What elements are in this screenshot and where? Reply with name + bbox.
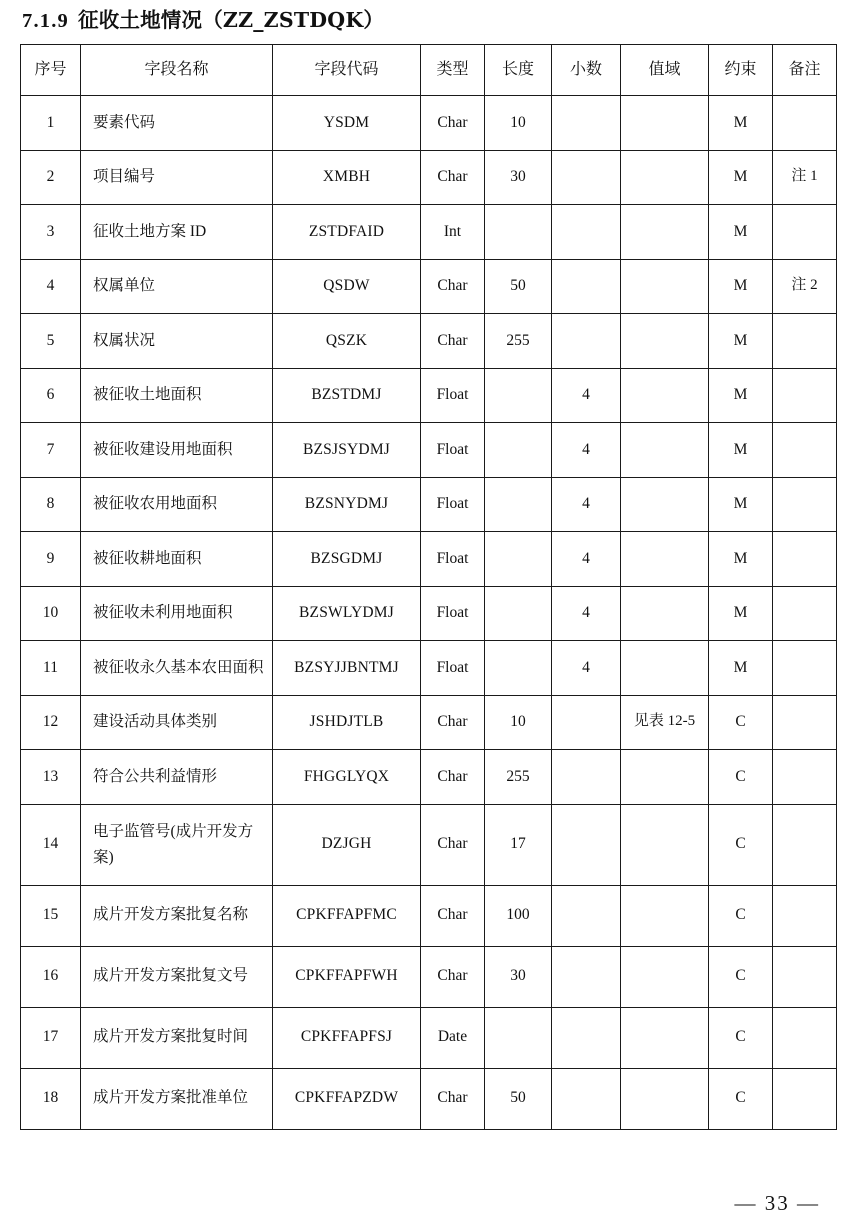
cell-code: BZSJSYDMJ bbox=[273, 423, 421, 478]
column-header-code: 字段代码 bbox=[273, 45, 421, 96]
cell-remark bbox=[773, 946, 837, 1007]
cell-domain bbox=[621, 750, 709, 805]
cell-seq: 3 bbox=[21, 205, 81, 260]
cell-remark bbox=[773, 804, 837, 885]
cell-name: 被征收耕地面积 bbox=[81, 532, 273, 587]
table-row bbox=[21, 532, 837, 587]
cell-length: 255 bbox=[485, 314, 552, 369]
cell-name: 要素代码 bbox=[81, 96, 273, 151]
cell-type: Char bbox=[421, 259, 485, 314]
column-header-seq: 序号 bbox=[21, 45, 81, 96]
cell-code: BZSTDMJ bbox=[273, 368, 421, 423]
cell-constraint: M bbox=[709, 368, 773, 423]
cell-decimal: 4 bbox=[552, 586, 621, 641]
cell-seq: 4 bbox=[21, 259, 81, 314]
cell-domain bbox=[621, 205, 709, 260]
cell-domain bbox=[621, 804, 709, 885]
cell-name: 成片开发方案批复名称 bbox=[81, 885, 273, 946]
cell-name: 被征收永久基本农田面积 bbox=[81, 641, 273, 696]
cell-seq: 15 bbox=[21, 885, 81, 946]
table-row bbox=[21, 1007, 837, 1068]
cell-domain bbox=[621, 314, 709, 369]
cell-seq: 6 bbox=[21, 368, 81, 423]
cell-length: 30 bbox=[485, 946, 552, 1007]
cell-code: JSHDJTLB bbox=[273, 695, 421, 750]
cell-seq: 9 bbox=[21, 532, 81, 587]
cell-code: FHGGLYQX bbox=[273, 750, 421, 805]
cell-code: BZSYJJBNTMJ bbox=[273, 641, 421, 696]
section-heading bbox=[22, 8, 384, 34]
cell-type: Char bbox=[421, 804, 485, 885]
cell-decimal bbox=[552, 314, 621, 369]
cell-length: 30 bbox=[485, 150, 552, 205]
cell-name: 成片开发方案批复文号 bbox=[81, 946, 273, 1007]
cell-remark bbox=[773, 641, 837, 696]
cell-constraint: M bbox=[709, 150, 773, 205]
cell-code: YSDM bbox=[273, 96, 421, 151]
cell-code: CPKFFAPZDW bbox=[273, 1068, 421, 1129]
cell-code: BZSNYDMJ bbox=[273, 477, 421, 532]
cell-type: Float bbox=[421, 368, 485, 423]
table-row bbox=[21, 96, 837, 151]
cell-length: 17 bbox=[485, 804, 552, 885]
section-title: 征收土地情况（ZZ_ZSTDQK） bbox=[78, 8, 385, 32]
cell-domain bbox=[621, 885, 709, 946]
cell-type: Char bbox=[421, 750, 485, 805]
cell-seq: 13 bbox=[21, 750, 81, 805]
cell-type: Char bbox=[421, 946, 485, 1007]
cell-type: Float bbox=[421, 586, 485, 641]
cell-name: 符合公共利益情形 bbox=[81, 750, 273, 805]
cell-remark: 注 2 bbox=[773, 259, 837, 314]
table-row bbox=[21, 205, 837, 260]
cell-remark bbox=[773, 314, 837, 369]
cell-domain bbox=[621, 532, 709, 587]
table-row bbox=[21, 641, 837, 696]
cell-length bbox=[485, 586, 552, 641]
cell-constraint: C bbox=[709, 946, 773, 1007]
cell-name: 被征收未利用地面积 bbox=[81, 586, 273, 641]
cell-seq: 18 bbox=[21, 1068, 81, 1129]
cell-length bbox=[485, 423, 552, 478]
cell-seq: 11 bbox=[21, 641, 81, 696]
cell-constraint: M bbox=[709, 423, 773, 478]
cell-length: 10 bbox=[485, 695, 552, 750]
cell-domain bbox=[621, 150, 709, 205]
column-header-remark: 备注 bbox=[773, 45, 837, 96]
cell-decimal bbox=[552, 804, 621, 885]
cell-constraint: C bbox=[709, 695, 773, 750]
cell-length bbox=[485, 477, 552, 532]
cell-domain bbox=[621, 946, 709, 1007]
cell-seq: 8 bbox=[21, 477, 81, 532]
cell-domain: 见表 12-5 bbox=[621, 695, 709, 750]
cell-type: Float bbox=[421, 532, 485, 587]
cell-type: Int bbox=[421, 205, 485, 260]
cell-domain bbox=[621, 259, 709, 314]
cell-decimal bbox=[552, 96, 621, 151]
cell-length: 10 bbox=[485, 96, 552, 151]
cell-remark bbox=[773, 477, 837, 532]
cell-seq: 16 bbox=[21, 946, 81, 1007]
cell-constraint: M bbox=[709, 477, 773, 532]
cell-decimal bbox=[552, 946, 621, 1007]
cell-code: QSZK bbox=[273, 314, 421, 369]
cell-code: ZSTDFAID bbox=[273, 205, 421, 260]
cell-type: Char bbox=[421, 695, 485, 750]
cell-constraint: C bbox=[709, 1068, 773, 1129]
cell-decimal: 4 bbox=[552, 532, 621, 587]
cell-length: 50 bbox=[485, 1068, 552, 1129]
table-row bbox=[21, 150, 837, 205]
page-number: — 33 — bbox=[734, 1191, 820, 1215]
cell-type: Char bbox=[421, 96, 485, 151]
cell-remark bbox=[773, 205, 837, 260]
cell-constraint: M bbox=[709, 205, 773, 260]
table-row bbox=[21, 804, 837, 885]
cell-decimal bbox=[552, 1007, 621, 1068]
cell-seq: 12 bbox=[21, 695, 81, 750]
cell-decimal: 4 bbox=[552, 641, 621, 696]
table-row bbox=[21, 750, 837, 805]
cell-decimal bbox=[552, 259, 621, 314]
cell-constraint: M bbox=[709, 314, 773, 369]
section-number: 7.1.9 bbox=[22, 10, 69, 32]
cell-domain bbox=[621, 1007, 709, 1068]
cell-type: Char bbox=[421, 1068, 485, 1129]
cell-seq: 10 bbox=[21, 586, 81, 641]
cell-remark bbox=[773, 1068, 837, 1129]
cell-seq: 1 bbox=[21, 96, 81, 151]
cell-seq: 7 bbox=[21, 423, 81, 478]
cell-type: Char bbox=[421, 150, 485, 205]
cell-length bbox=[485, 532, 552, 587]
cell-domain bbox=[621, 96, 709, 151]
cell-domain bbox=[621, 368, 709, 423]
cell-code: CPKFFAPFWH bbox=[273, 946, 421, 1007]
cell-length bbox=[485, 1007, 552, 1068]
cell-domain bbox=[621, 423, 709, 478]
cell-name: 被征收建设用地面积 bbox=[81, 423, 273, 478]
cell-decimal: 4 bbox=[552, 423, 621, 478]
cell-decimal bbox=[552, 1068, 621, 1129]
cell-type: Float bbox=[421, 477, 485, 532]
cell-constraint: C bbox=[709, 885, 773, 946]
cell-remark bbox=[773, 96, 837, 151]
cell-constraint: C bbox=[709, 804, 773, 885]
cell-seq: 2 bbox=[21, 150, 81, 205]
cell-length bbox=[485, 205, 552, 260]
table-row bbox=[21, 586, 837, 641]
cell-seq: 17 bbox=[21, 1007, 81, 1068]
cell-remark: 注 1 bbox=[773, 150, 837, 205]
table-row bbox=[21, 314, 837, 369]
table-row bbox=[21, 1068, 837, 1129]
cell-domain bbox=[621, 586, 709, 641]
cell-code: QSDW bbox=[273, 259, 421, 314]
cell-remark bbox=[773, 423, 837, 478]
cell-decimal bbox=[552, 150, 621, 205]
cell-code: BZSGDMJ bbox=[273, 532, 421, 587]
cell-name: 电子监管号(成片开发方案) bbox=[81, 804, 273, 885]
cell-remark bbox=[773, 695, 837, 750]
cell-remark bbox=[773, 368, 837, 423]
cell-name: 成片开发方案批复时间 bbox=[81, 1007, 273, 1068]
cell-type: Float bbox=[421, 423, 485, 478]
cell-remark bbox=[773, 532, 837, 587]
cell-type: Char bbox=[421, 885, 485, 946]
cell-decimal bbox=[552, 695, 621, 750]
table-row bbox=[21, 368, 837, 423]
cell-code: DZJGH bbox=[273, 804, 421, 885]
cell-code: CPKFFAPFSJ bbox=[273, 1007, 421, 1068]
table-row bbox=[21, 946, 837, 1007]
cell-decimal: 4 bbox=[552, 477, 621, 532]
cell-constraint: C bbox=[709, 1007, 773, 1068]
column-header-decimal: 小数 bbox=[552, 45, 621, 96]
cell-type: Date bbox=[421, 1007, 485, 1068]
field-spec-table bbox=[20, 44, 837, 1130]
cell-length bbox=[485, 641, 552, 696]
column-header-domain: 值域 bbox=[621, 45, 709, 96]
cell-domain bbox=[621, 1068, 709, 1129]
cell-domain bbox=[621, 477, 709, 532]
cell-length: 50 bbox=[485, 259, 552, 314]
cell-decimal bbox=[552, 205, 621, 260]
cell-name: 被征收农用地面积 bbox=[81, 477, 273, 532]
cell-seq: 5 bbox=[21, 314, 81, 369]
field-spec-table-wrapper bbox=[20, 44, 836, 1130]
cell-remark bbox=[773, 586, 837, 641]
cell-constraint: M bbox=[709, 641, 773, 696]
cell-length: 100 bbox=[485, 885, 552, 946]
cell-constraint: M bbox=[709, 259, 773, 314]
cell-length bbox=[485, 368, 552, 423]
table-row bbox=[21, 885, 837, 946]
cell-name: 权属状况 bbox=[81, 314, 273, 369]
cell-domain bbox=[621, 641, 709, 696]
cell-constraint: C bbox=[709, 750, 773, 805]
cell-length: 255 bbox=[485, 750, 552, 805]
cell-remark bbox=[773, 1007, 837, 1068]
cell-seq: 14 bbox=[21, 804, 81, 885]
cell-name: 权属单位 bbox=[81, 259, 273, 314]
cell-constraint: M bbox=[709, 586, 773, 641]
table-row bbox=[21, 259, 837, 314]
cell-constraint: M bbox=[709, 96, 773, 151]
table-row bbox=[21, 695, 837, 750]
cell-remark bbox=[773, 750, 837, 805]
cell-code: XMBH bbox=[273, 150, 421, 205]
cell-code: CPKFFAPFMC bbox=[273, 885, 421, 946]
cell-type: Float bbox=[421, 641, 485, 696]
table-body bbox=[21, 96, 837, 1130]
column-header-name: 字段名称 bbox=[81, 45, 273, 96]
table-row bbox=[21, 477, 837, 532]
cell-name: 项目编号 bbox=[81, 150, 273, 205]
table-header-row bbox=[21, 45, 837, 96]
cell-decimal bbox=[552, 885, 621, 946]
table-row bbox=[21, 423, 837, 478]
cell-decimal bbox=[552, 750, 621, 805]
column-header-type: 类型 bbox=[421, 45, 485, 96]
column-header-constraint: 约束 bbox=[709, 45, 773, 96]
cell-name: 征收土地方案 ID bbox=[81, 205, 273, 260]
cell-code: BZSWLYDMJ bbox=[273, 586, 421, 641]
cell-name: 被征收土地面积 bbox=[81, 368, 273, 423]
column-header-length: 长度 bbox=[485, 45, 552, 96]
cell-remark bbox=[773, 885, 837, 946]
cell-decimal: 4 bbox=[552, 368, 621, 423]
cell-name: 成片开发方案批准单位 bbox=[81, 1068, 273, 1129]
cell-type: Char bbox=[421, 314, 485, 369]
table-header bbox=[21, 45, 837, 96]
cell-name: 建设活动具体类别 bbox=[81, 695, 273, 750]
cell-constraint: M bbox=[709, 532, 773, 587]
